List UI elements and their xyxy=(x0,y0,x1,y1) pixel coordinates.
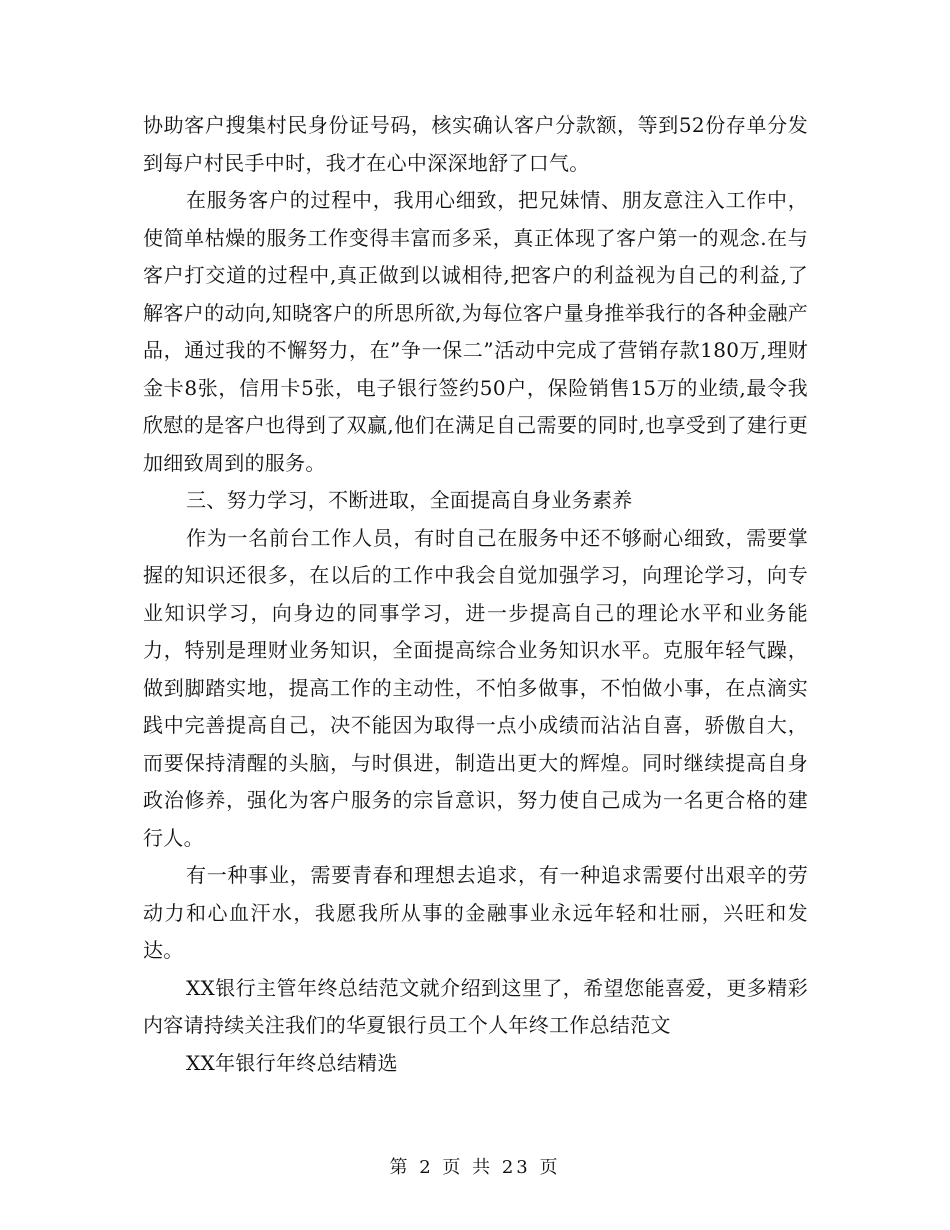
paragraph-5: XX银行主管年终总结范文就介绍到这里了，希望您能喜爱，更多精彩内容请持续关注我们的华夏银行员工个人年终工作总结范文 xyxy=(143,975,808,1037)
paragraph-3: 作为一名前台工作人员，有时自己在服务中还不够耐心细致，需要掌握的知识还很多，在以后的工作中我会自觉加强学习，向理论学习，向专业知识学习，向身边的同事学习，进一步提高自己的理论水平和业务能力，特别是理财业务知识，全面提高综合业务知识水平。克服年轻气躁，做到脚踏实地，提高工作的主动性，不怕多做事，不怕做小事，在点滴实践中完善提高自己，决不能因为取得一点小成绩而沾沾自喜，骄傲自大，而要保持清醒的头脑，与时俱进，制造出更大的辉煌。同时继续提高自身政治修养，强化为客户服务的宗旨意识，努力使自己成为一名更合格的建行人。 xyxy=(143,525,808,850)
paragraph-6: XX年银行年终总结精选 xyxy=(186,1050,398,1075)
page-number-label: 第 2 页 共 23 页 xyxy=(389,1157,561,1178)
document-body xyxy=(143,107,808,1082)
section-heading: 三、努力学习，不断进取，全面提高自身业务素养 xyxy=(186,488,633,512)
paragraph-4: 有一种事业，需要青春和理想去追求，有一种追求需要付出艰辛的劳动力和心血汗水，我愿我所从事的金融事业永远年轻和壮丽，兴旺和发达。 xyxy=(143,863,808,962)
page-footer xyxy=(0,1153,950,1179)
paragraph-2: 在服务客户的过程中，我用心细致，把兄妹情、朋友意注入工作中，使简单枯燥的服务工作变得丰富而多采，真正体现了客户第一的观念.在与客户打交道的过程中,真正做到以诚相待,把客户的利益视为自己的利益,了解客户的动向,知晓客户的所思所欲,为每位客户量身推举我行的各种金融产品，通过我的不懈努力，在”争一保二”活动中完成了营销存款180万,理财金卡8张，信用卡5张，电子银行签约50户，保险销售15万的业绩,最令我欣慰的是客户也得到了双赢,他们在满足自己需要的同时,也享受到了建行更加细致周到的服务。 xyxy=(143,188,808,475)
paragraph-1: 协助客户搜集村民身份证号码，核实确认客户分款额，等到52份存单分发到每户村民手中时，我才在心中深深地舒了口气。 xyxy=(143,113,808,175)
